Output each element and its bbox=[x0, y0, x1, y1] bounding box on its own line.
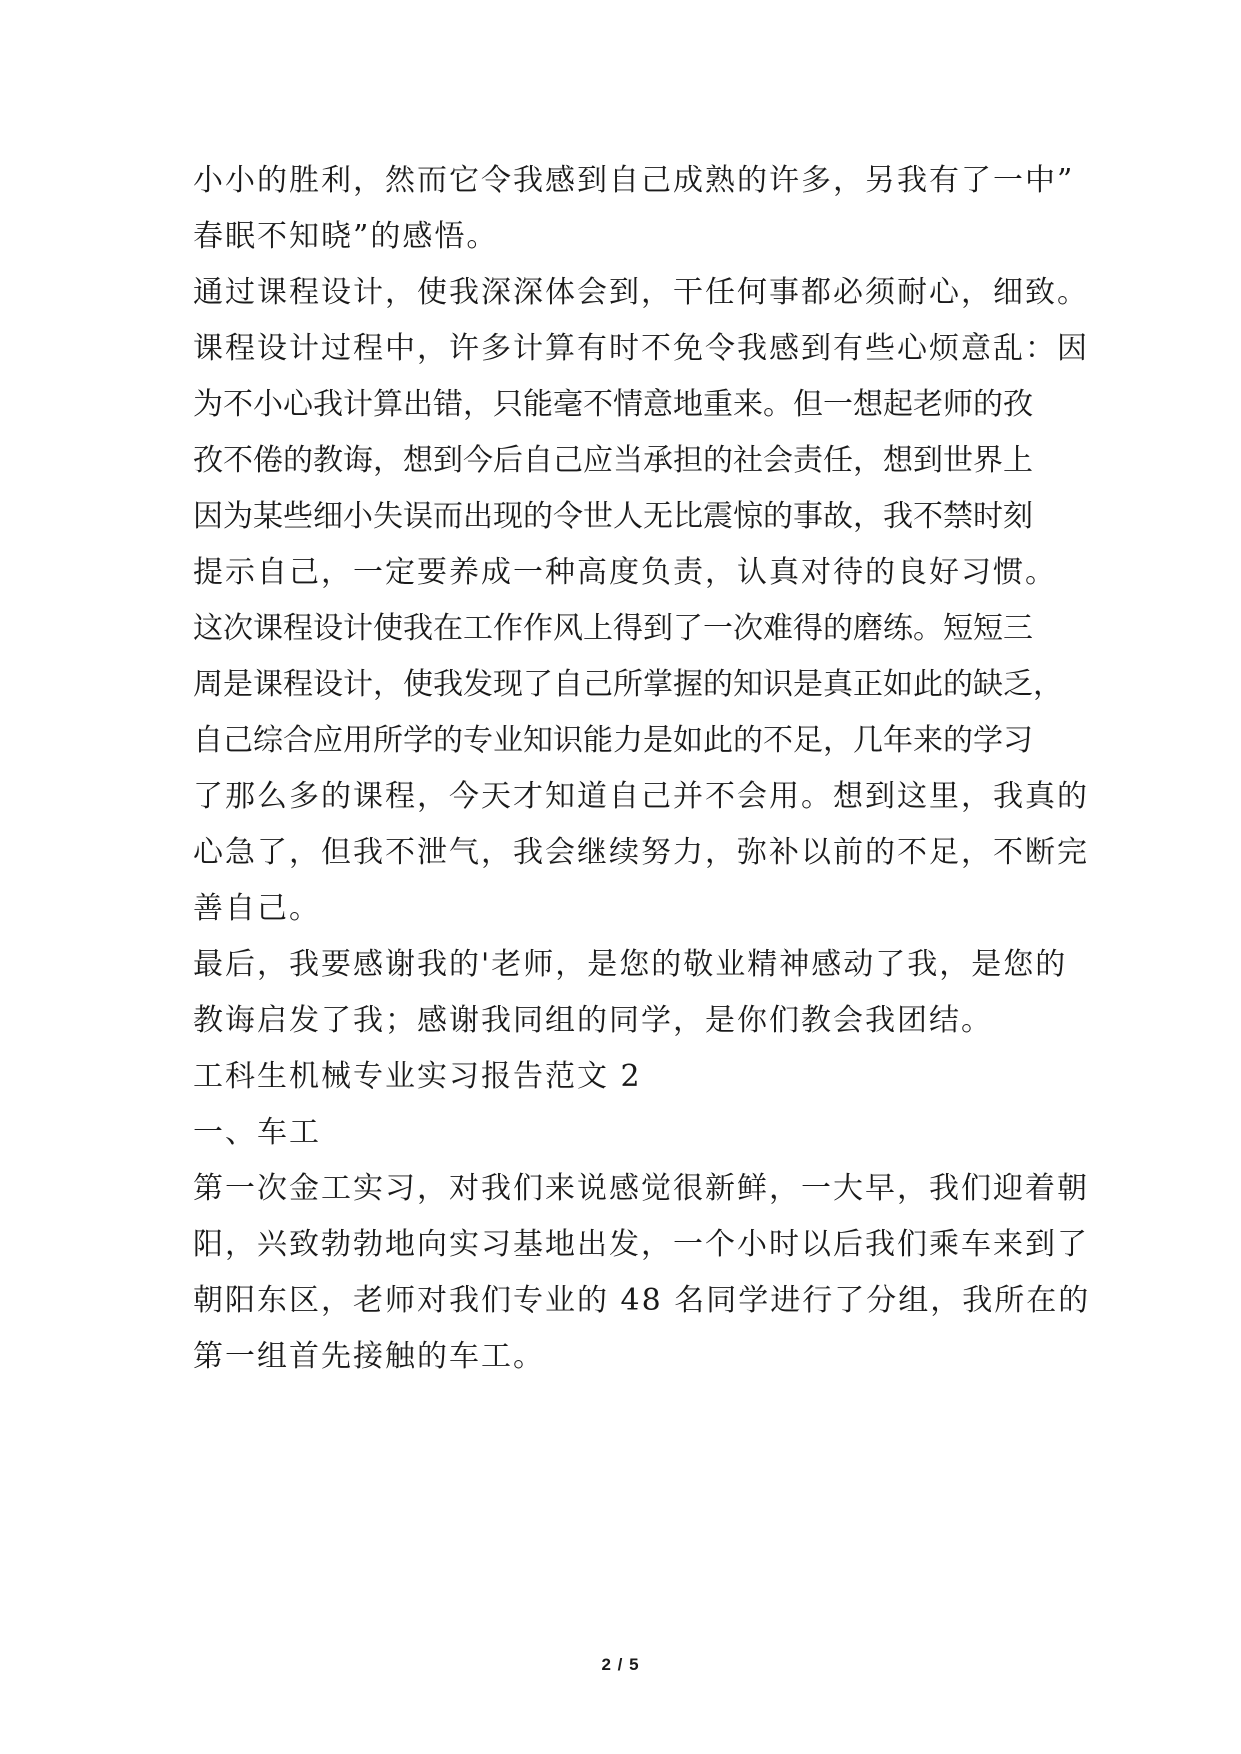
body-text bbox=[193, 153, 1091, 1385]
text-line: 为不小心我计算出错，只能毫不情意地重来。但一想起老师的孜 bbox=[193, 387, 1033, 422]
text-line: 心急了，但我不泄气，我会继续努力，弥补以前的不足，不断完 bbox=[193, 835, 1089, 870]
text-line: 通过课程设计，使我深深体会到，干任何事都必须耐心，细致。 bbox=[193, 275, 1089, 310]
page-number: 2 / 5 bbox=[601, 1655, 640, 1674]
text-line: 第一次金工实习，对我们来说感觉很新鲜，一大早，我们迎着朝 bbox=[193, 1171, 1089, 1206]
text-line: 周是课程设计，使我发现了自己所掌握的知识是真正如此的缺乏， bbox=[193, 667, 1063, 702]
text-line: 第一组首先接触的车工。 bbox=[193, 1339, 545, 1374]
text-line: 自己综合应用所学的专业知识能力是如此的不足，几年来的学习 bbox=[193, 723, 1033, 758]
text-line: 孜不倦的教诲，想到今后自己应当承担的社会责任，想到世界上 bbox=[193, 443, 1033, 478]
text-line: 春眠不知晓”的感悟。 bbox=[193, 219, 499, 254]
text-line: 最后，我要感谢我的'老师，是您的敬业精神感动了我，是您的 bbox=[193, 947, 1068, 982]
text-line: 阳，兴致勃勃地向实习基地出发，一个小时以后我们乘车来到了 bbox=[193, 1227, 1089, 1262]
text-line: 因为某些细小失误而出现的令世人无比震惊的事故，我不禁时刻 bbox=[193, 499, 1033, 534]
text-line: 教诲启发了我；感谢我同组的同学，是你们教会我团结。 bbox=[193, 1003, 993, 1038]
text-line: 课程设计过程中，许多计算有时不免令我感到有些心烦意乱：因 bbox=[193, 331, 1089, 366]
text-line: 善自己。 bbox=[193, 891, 321, 926]
subsection-heading: 一、车工 bbox=[193, 1115, 321, 1150]
text-line: 小小的胜利，然而它令我感到自己成熟的许多，另我有了一中” bbox=[193, 163, 1075, 198]
text-line: 提示自己，一定要养成一种高度负责，认真对待的良好习惯。 bbox=[193, 555, 1057, 590]
section-heading: 工科生机械专业实习报告范文 2 bbox=[193, 1059, 642, 1094]
text-line: 了那么多的课程，今天才知道自己并不会用。想到这里，我真的 bbox=[193, 779, 1089, 814]
text-line: 这次课程设计使我在工作作风上得到了一次难得的磨练。短短三 bbox=[193, 611, 1033, 646]
text-line: 朝阳东区，老师对我们专业的 48 名同学进行了分组，我所在的 bbox=[193, 1283, 1091, 1318]
